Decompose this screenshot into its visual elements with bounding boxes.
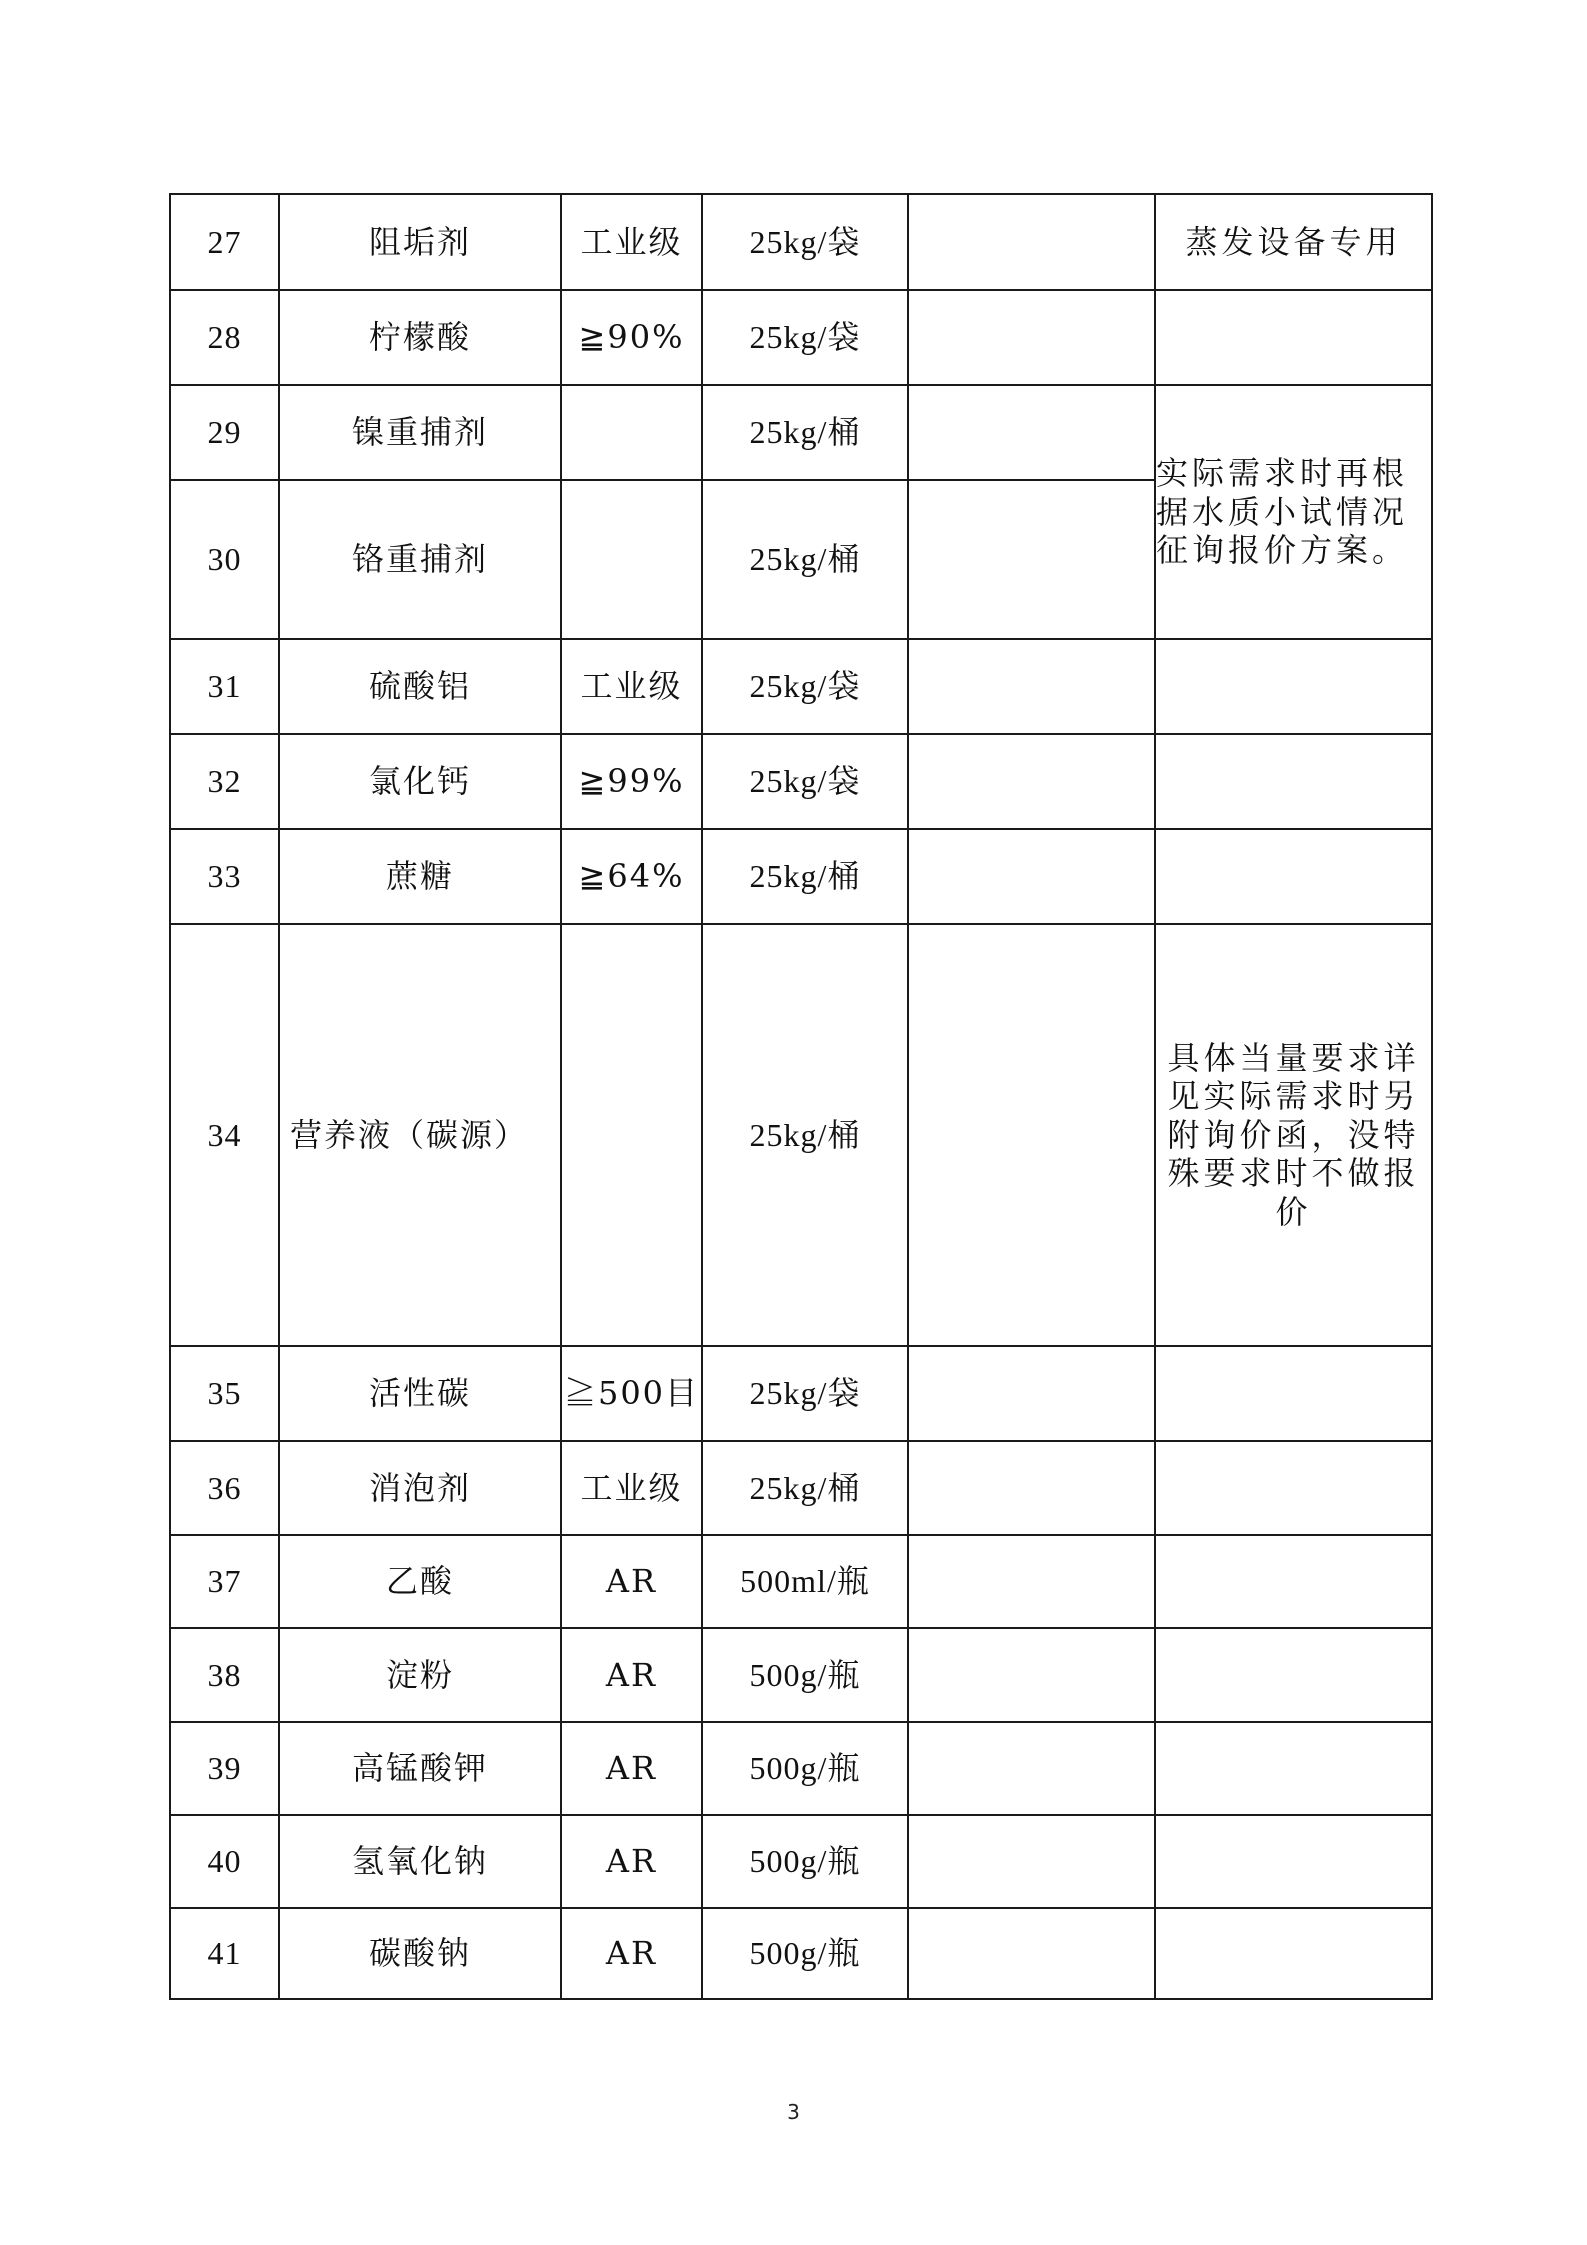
remark xyxy=(1155,639,1432,734)
quantity-cell xyxy=(908,1908,1155,1999)
row-number: 29 xyxy=(170,385,279,480)
product-name: 镍重捕剂 xyxy=(279,385,561,480)
quantity-cell xyxy=(908,829,1155,924)
row-number: 30 xyxy=(170,480,279,639)
table-row xyxy=(170,1441,1432,1535)
specification: AR xyxy=(561,1722,702,1815)
specification: AR xyxy=(561,1908,702,1999)
packaging: 25kg/袋 xyxy=(702,734,908,829)
remark xyxy=(1155,290,1432,385)
quantity-cell xyxy=(908,194,1155,290)
packaging: 25kg/桶 xyxy=(702,480,908,639)
row-number: 37 xyxy=(170,1535,279,1628)
quantity-cell xyxy=(908,480,1155,639)
product-name: 高锰酸钾 xyxy=(279,1722,561,1815)
quantity-cell xyxy=(908,1346,1155,1441)
table-row xyxy=(170,290,1432,385)
packaging: 25kg/桶 xyxy=(702,1441,908,1535)
product-name: 蔗糖 xyxy=(279,829,561,924)
packaging: 500ml/瓶 xyxy=(702,1535,908,1628)
packaging: 25kg/桶 xyxy=(702,829,908,924)
remark xyxy=(1155,1908,1432,1999)
table-row xyxy=(170,1535,1432,1628)
row-number: 35 xyxy=(170,1346,279,1441)
table-row xyxy=(170,1722,1432,1815)
specification: ≧500目 xyxy=(561,1346,702,1441)
packaging: 25kg/桶 xyxy=(702,385,908,480)
row-number: 36 xyxy=(170,1441,279,1535)
quantity-cell xyxy=(908,639,1155,734)
row-number: 41 xyxy=(170,1908,279,1999)
packaging: 500g/瓶 xyxy=(702,1722,908,1815)
remark xyxy=(1155,1722,1432,1815)
chemicals-table xyxy=(169,193,1433,2000)
row-number: 27 xyxy=(170,194,279,290)
table-row xyxy=(170,1815,1432,1908)
remark xyxy=(1155,1815,1432,1908)
product-name: 阻垢剂 xyxy=(279,194,561,290)
table-row xyxy=(170,924,1432,1346)
specification: AR xyxy=(561,1535,702,1628)
specification: 工业级 xyxy=(561,1441,702,1535)
packaging: 25kg/袋 xyxy=(702,290,908,385)
packaging: 500g/瓶 xyxy=(702,1628,908,1722)
packaging: 25kg/袋 xyxy=(702,639,908,734)
quantity-cell xyxy=(908,290,1155,385)
remark xyxy=(1155,1535,1432,1628)
specification: 工业级 xyxy=(561,194,702,290)
product-name: 氢氧化钠 xyxy=(279,1815,561,1908)
remark xyxy=(1155,1628,1432,1722)
product-name: 氯化钙 xyxy=(279,734,561,829)
row-number: 39 xyxy=(170,1722,279,1815)
table-row xyxy=(170,194,1432,290)
product-name: 营养液（碳源） xyxy=(279,924,561,1346)
packaging: 500g/瓶 xyxy=(702,1815,908,1908)
remark xyxy=(1155,829,1432,924)
table-row xyxy=(170,1908,1432,1999)
quantity-cell xyxy=(908,1535,1155,1628)
quantity-cell xyxy=(908,924,1155,1346)
packaging: 25kg/桶 xyxy=(702,924,908,1346)
quantity-cell xyxy=(908,1722,1155,1815)
quantity-cell xyxy=(908,385,1155,480)
row-number: 34 xyxy=(170,924,279,1346)
remark: 具体当量要求详见实际需求时另附询价函，没特殊要求时不做报价 xyxy=(1155,924,1432,1346)
row-number: 33 xyxy=(170,829,279,924)
row-number: 31 xyxy=(170,639,279,734)
row-number: 40 xyxy=(170,1815,279,1908)
packaging: 25kg/袋 xyxy=(702,194,908,290)
specification: AR xyxy=(561,1628,702,1722)
product-name: 铬重捕剂 xyxy=(279,480,561,639)
product-name: 消泡剂 xyxy=(279,1441,561,1535)
quantity-cell xyxy=(908,1441,1155,1535)
remark xyxy=(1155,1441,1432,1535)
specification: ≧64% xyxy=(561,829,702,924)
packaging: 500g/瓶 xyxy=(702,1908,908,1999)
specification: ≧99% xyxy=(561,734,702,829)
table-row xyxy=(170,829,1432,924)
specification xyxy=(561,385,702,480)
specification xyxy=(561,480,702,639)
specification xyxy=(561,924,702,1346)
product-name: 淀粉 xyxy=(279,1628,561,1722)
quantity-cell xyxy=(908,1815,1155,1908)
specification: 工业级 xyxy=(561,639,702,734)
product-name: 柠檬酸 xyxy=(279,290,561,385)
product-name: 硫酸铝 xyxy=(279,639,561,734)
packaging: 25kg/袋 xyxy=(702,1346,908,1441)
quantity-cell xyxy=(908,1628,1155,1722)
product-name: 碳酸钠 xyxy=(279,1908,561,1999)
table-row xyxy=(170,1346,1432,1441)
table-row xyxy=(170,385,1432,480)
remark-merged: 实际需求时再根据水质小试情况征询报价方案。 xyxy=(1155,385,1432,639)
product-name: 活性碳 xyxy=(279,1346,561,1441)
row-number: 38 xyxy=(170,1628,279,1722)
product-name: 乙酸 xyxy=(279,1535,561,1628)
table-row xyxy=(170,1628,1432,1722)
row-number: 28 xyxy=(170,290,279,385)
specification: AR xyxy=(561,1815,702,1908)
row-number: 32 xyxy=(170,734,279,829)
specification: ≧90% xyxy=(561,290,702,385)
remark xyxy=(1155,1346,1432,1441)
table-row xyxy=(170,639,1432,734)
page-number: 3 xyxy=(787,2100,800,2124)
table-row xyxy=(170,734,1432,829)
quantity-cell xyxy=(908,734,1155,829)
remark: 蒸发设备专用 xyxy=(1155,194,1432,290)
remark xyxy=(1155,734,1432,829)
